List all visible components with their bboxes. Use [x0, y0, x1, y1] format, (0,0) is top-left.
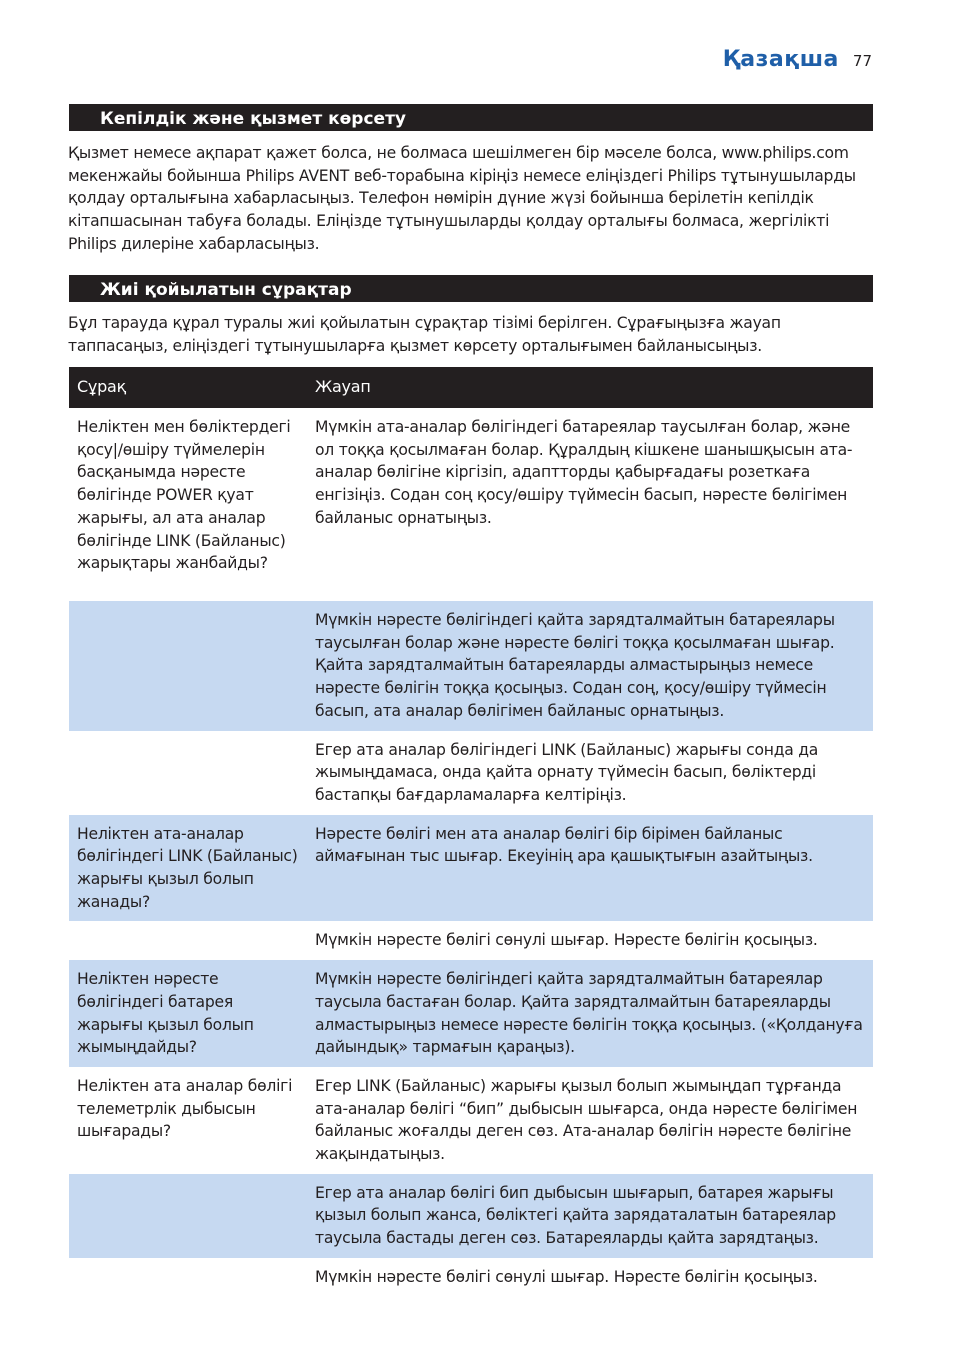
answer-cell: Нәресте бөлігі мен ата аналар бөлігі бір бірімен байланыс аймағынан тыс шығар. Екеуінің ара қашықтығын азайтыңыз. [307, 815, 873, 922]
answer-cell: Мүмкін ата-аналар бөлігіндегі батареялар таусылған болар, және ол тоққа қосылмаған болар. Құралдың кішкене шанышқысын ата-аналар бөлігіне кіргізіп, адаптторды қабырғадағы розеткаға енгізіңіз. Содан соң қосу/өшіру түймесін басып, нәресте бөлігімен байланыс орнатыңыз. [315, 418, 853, 527]
question-cell [69, 1174, 307, 1258]
section-heading-warranty: Кепілдік және қызмет көрсету [69, 104, 873, 131]
question-cell [69, 731, 307, 815]
question-cell [69, 601, 307, 731]
table-row [69, 1258, 873, 1297]
answer-cell: Егер LINK (Байланыс) жарығы қызыл болып жымыңдап тұрғанда ата-аналар бөлігі “бип” дыбысын шығарса, онда нәресте бөлігімен байланыс жоғалды деген сөз. Ата-аналар бөлігін нәресте бөлігіне жақындатыңыз. [315, 1076, 858, 1164]
faq-intro-paragraph: Бұл тарауда құрал туралы жиі қойылатын сұрақтар тізімі берілген. Сұрағыңызға жауап таппасаңыз, еліңіздегі тұтынушыларға қызмет көрсету орталығымен байланысыңыз. [68, 314, 781, 355]
warranty-paragraph: Қызмет немесе ақпарат қажет болса, не болмаса шешілмеген бір мәселе болса, www.philips.com мекенжайы бойынша Philips AVENT веб-торабына кіріңіз немесе еліңіздегі Philips тұтынушыларды қолдау орталығына хабарласыңыз. Телефон нөмірін дүние жүзі бойынша берілетін кепілдік кітапшасынан табуға болады. Еліңізде тұтынушыларды қолдау орталығы болмаса, жергілікті Philips дилеріне хабарласыңыз. [68, 144, 856, 253]
answer-cell: Мүмкін нәресте бөлігіндегі қайта зарядталмайтын батареялары таусылған болар және нәресте бөлігі тоққа қосылмаған шығар. Қайта зарядталмайтын батареяларды алмастырыңыз немесе нәресте бөлігін тоққа қосыңыз. Содан соң, қосу/өшіру түймесін басып, ата аналар бөлігімен байланыс орнатыңыз. [307, 601, 873, 731]
answer-cell: Егер ата аналар бөлігі бип дыбысын шығарып, батарея жарығы қызыл болып жанса, бөліктегі қайта зарядаталатын батареялар таусыла бастады деген сөз. Батареяларды қайта зарядтаңыз. [307, 1174, 873, 1258]
table-row [69, 1067, 873, 1174]
column-header-question: Сұрақ [69, 367, 307, 408]
question-cell: Неліктен ата аналар бөлігі телеметрлік дыбысын шығарады? [77, 1076, 293, 1141]
question-cell [69, 1258, 307, 1297]
column-header-answer: Жауап [307, 367, 873, 408]
table-row [69, 601, 873, 731]
page-number: 77 [852, 52, 872, 70]
table-row [69, 815, 873, 922]
language-title: Қазақша [722, 47, 839, 72]
question-cell [69, 921, 307, 960]
table-row [69, 960, 873, 1067]
page-header [723, 47, 872, 72]
faq-table-header [69, 367, 873, 408]
section-heading-faq: Жиі қойылатын сұрақтар [69, 275, 873, 302]
table-row [69, 408, 873, 601]
faq-table [69, 367, 873, 1297]
answer-cell: Егер ата аналар бөлігіндегі LINK (Байланыс) жарығы сонда да жымыңдамаса, онда қайта орнату түймесін басып, бөліктерді бастапқы бағдарламаларға келтіріңіз. [315, 740, 819, 804]
answer-cell: Мүмкін нәресте бөлігіндегі қайта зарядталмайтын батареялар таусыла бастаған болар. Қайта зарядталмайтын батареяларды алмастырыңыз немесе нәресте бөлігін тоққа қосыңыз. («Қолдануға дайындық» тармағын қараңыз). [307, 960, 873, 1067]
table-row [69, 731, 873, 815]
question-cell: Неліктен ата-аналар бөлігіндегі LINK (Байланыс) жарығы қызыл болып жанады? [69, 815, 307, 922]
question-cell: Неліктен мен бөліктердегі қосу|/өшіру түймелерін басқанымда нәресте бөлігінде POWER қуат жарығы, ал ата аналар бөлігінде LINK (Байланыс) жарықтары жанбайды? [77, 418, 291, 573]
table-row [69, 1174, 873, 1258]
answer-cell: Мүмкін нәресте бөлігі сөнулі шығар. Нәресте бөлігін қосыңыз. [315, 1267, 818, 1286]
table-row [69, 921, 873, 960]
answer-cell: Мүмкін нәресте бөлігі сөнулі шығар. Нәресте бөлігін қосыңыз. [315, 931, 818, 950]
question-cell: Неліктен нәресте бөлігіндегі батарея жарығы қызыл болып жымыңдайды? [69, 960, 307, 1067]
